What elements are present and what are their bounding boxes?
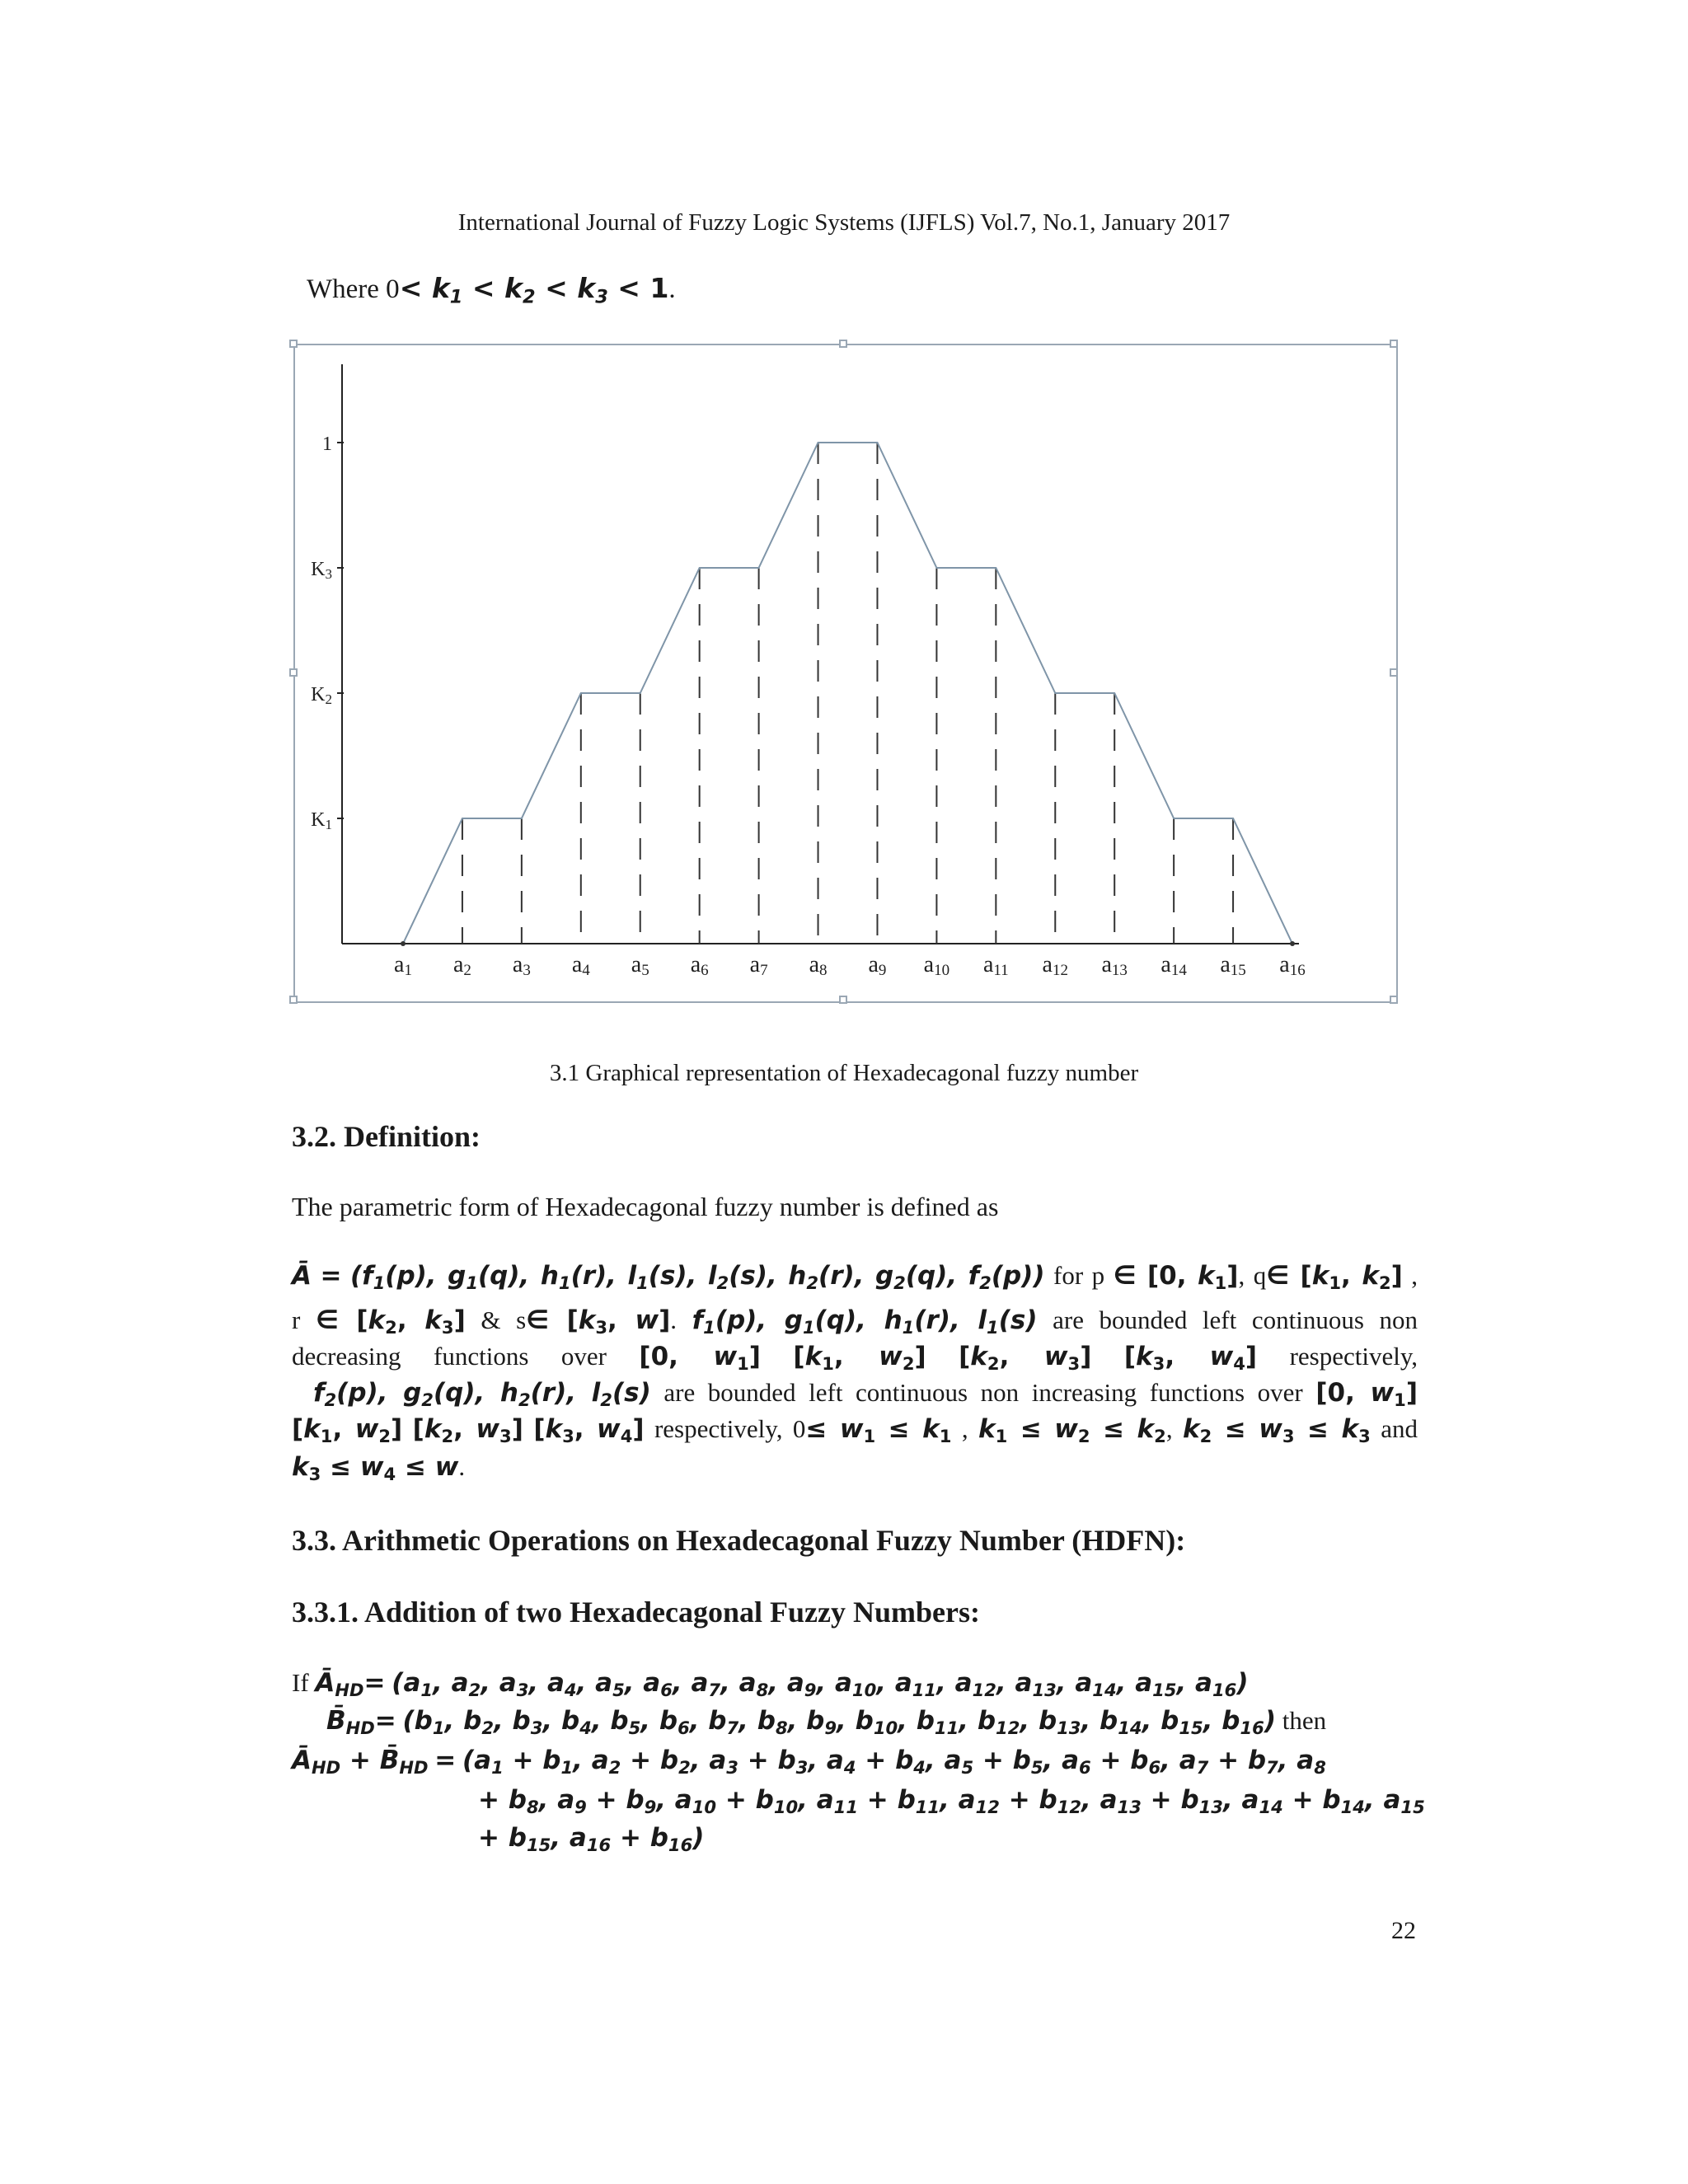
x-tick-label-a16: a16 (1279, 952, 1306, 979)
figure-caption: 3.1 Graphical representation of Hexadecagonal fuzzy number (549, 1060, 1139, 1086)
y-tick-label-K3: K3 (311, 559, 332, 582)
addition-heading: 3.3.1. Addition of two Hexadecagonal Fuzzy Numbers: (292, 1596, 980, 1629)
x-tick-label-a5: a5 (631, 952, 649, 979)
membership-function-line (403, 443, 1292, 944)
x-tick-label-a6: a6 (690, 952, 709, 979)
data-point-a16 (1290, 941, 1295, 946)
addition-sum-line-1: $Ā_{HD}$ + $B̄_{HD} = (a_1 + b_1$, $a_2 + b_2$, $a_3 + b_3$, $a_4 + b_4$, $a_5 + b_5$, $a_6 + b_6$, $a_7 + b_7$, $a_8$ (292, 1746, 1326, 1778)
y-tick-label-K2: K2 (311, 684, 332, 707)
page-number: 22 (1391, 1917, 1416, 1944)
definition-heading: 3.2. Definition: (292, 1120, 481, 1153)
y-tick-label-1: 1 (322, 434, 332, 455)
x-tick-label-a13: a13 (1101, 952, 1128, 979)
definition-line-4: $f_2(p)$, $g_2(q)$, $h_2(r)$, $l_2(s)$ are bounded left continuous non increasing functions over [0, $w_1$] (313, 1378, 1418, 1410)
definition-line-2: r ∈ [$k_2$, $k_3$] & s∈ [$k_3$, w]. $f_1(p)$, $g_1(q)$, $h_1(r)$, $l_1(s)$ are bounded left continuous non (292, 1305, 1418, 1338)
data-point-a1 (401, 941, 406, 946)
definition-line-1: Ā = ($f_1(p)$, $g_1(q)$, $h_1(r)$, $l_1(s)$, $l_2(s)$, $h_2(r)$, $g_2(q)$, $f_2(p)$) for p ∈ [0, $k_1$], q∈ [$k_1$, $k_2$] , (292, 1261, 1418, 1293)
y-tick-label-K1: K1 (311, 809, 332, 832)
x-tick-label-a4: a4 (571, 952, 590, 979)
where-line: Where $0< k_1 < k_2 < k_3 < 1$. (307, 272, 676, 308)
x-tick-label-a8: a8 (809, 952, 828, 979)
journal-header: International Journal of Fuzzy Logic Systems (IJFLS) Vol.7, No.1, January 2017 (457, 209, 1231, 236)
x-tick-label-a11: a11 (982, 952, 1009, 979)
definition-line-3: decreasing functions over [0, $w_1$] [$k_1$, $w_2$] [$k_2$, $w_3$] [$k_3$, $w_4$] respectively, (292, 1342, 1418, 1374)
hexadecagonal-fuzzy-number-chart (293, 344, 1398, 1003)
addition-sum-line-3: + $b_{15}$, $a_{16} + b_{16}$) (478, 1823, 705, 1855)
addition-b-definition: $B̄_{HD}= (b_1$, $b_2$, $b_3$, $b_4$, $b_5$, $b_6$, $b_7$, $b_8$, $b_9$, $b_{10}$, $b_{11}$, $b_{12}$, $b_{13}$, $b_{14}$, $b_{15}$, $b_{16}$) then (326, 1706, 1327, 1738)
definition-line-5: [$k_1$, $w_2$] [$k_2$, $w_3$] [$k_3$, $w_4$] respectively, $0\le w_1 \le k_1$ , $k_1 \le w_2 \le k_2$, $k_2 \le w_3 \le k_3$ and (292, 1414, 1418, 1446)
x-tick-label-a7: a7 (749, 952, 768, 979)
x-tick-label-a9: a9 (868, 952, 887, 979)
x-tick-label-a3: a3 (512, 952, 531, 979)
addition-sum-line-2: + $b_8$, $a_9 + b_9$, $a_{10} + b_{10}$, $a_{11} + b_{11}$, $a_{12} + b_{12}$, $a_{13} + b_{13}$, $a_{14} + b_{14}$, $a_{15}$ (478, 1785, 1425, 1817)
x-tick-label-a12: a12 (1042, 952, 1068, 979)
arithmetic-heading: 3.3. Arithmetic Operations on Hexadecagonal Fuzzy Number (HDFN): (292, 1524, 1186, 1557)
x-tick-label-a1: a1 (394, 952, 412, 979)
definition-intro: The parametric form of Hexadecagonal fuzzy number is defined as (292, 1192, 999, 1221)
x-tick-label-a2: a2 (452, 952, 471, 979)
definition-line-6: $k_3 \le w_4 \le w$. (292, 1452, 466, 1484)
x-tick-label-a15: a15 (1220, 952, 1246, 979)
x-tick-label-a14: a14 (1160, 952, 1187, 979)
x-tick-label-a10: a10 (923, 952, 950, 979)
addition-a-definition: If $Ā_{HD}= (a_1$, $a_2$, $a_3$, $a_4$, $a_5$, $a_6$, $a_7$, $a_8$, $a_9$, $a_{10}$, $a_{11}$, $a_{12}$, $a_{13}$, $a_{14}$, $a_{15}$, $a_{16}$) (292, 1668, 1249, 1700)
